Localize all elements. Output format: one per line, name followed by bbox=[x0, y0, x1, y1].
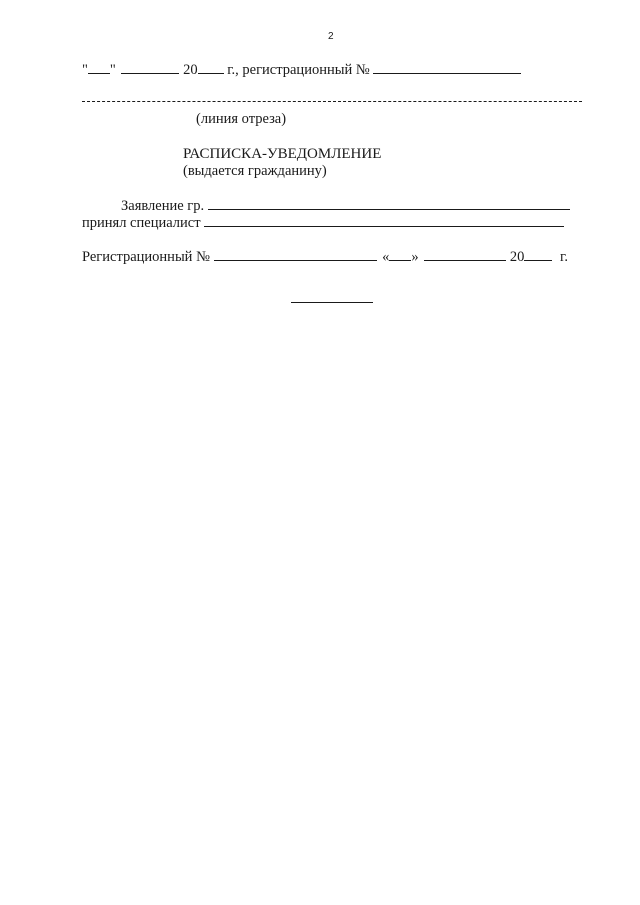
registration-suffix: г., регистрационный № bbox=[227, 62, 370, 78]
receipt-year-blank bbox=[524, 247, 552, 261]
application-label: Заявление гр. bbox=[121, 198, 205, 214]
day-blank bbox=[88, 60, 110, 74]
year-prefix: 20 bbox=[183, 62, 198, 78]
receipt-quote-open: « bbox=[382, 249, 390, 265]
receipt-month-blank bbox=[424, 247, 506, 261]
year-blank bbox=[198, 60, 224, 74]
specialist-name-blank bbox=[204, 213, 564, 227]
page-number: 2 bbox=[328, 31, 334, 42]
receipt-registration-line bbox=[82, 247, 568, 266]
receipt-reg-number-blank bbox=[214, 247, 377, 261]
month-blank bbox=[121, 60, 179, 74]
quote-close: " bbox=[109, 62, 116, 78]
accepted-line bbox=[82, 213, 564, 232]
registration-number-blank bbox=[373, 60, 521, 74]
applicant-name-blank bbox=[208, 196, 570, 210]
receipt-year-suffix: г. bbox=[560, 249, 568, 265]
receipt-quote-close: » bbox=[411, 249, 419, 265]
receipt-reg-label: Регистрационный № bbox=[82, 249, 210, 265]
receipt-year-prefix: 20 bbox=[509, 249, 525, 265]
receipt-subtitle: (выдается гражданину) bbox=[183, 163, 327, 179]
registration-line bbox=[82, 60, 521, 79]
cut-line bbox=[82, 101, 582, 102]
accepted-label: принял специалист bbox=[82, 215, 201, 231]
receipt-day-blank bbox=[389, 247, 411, 261]
end-rule bbox=[291, 302, 373, 303]
receipt-title: РАСПИСКА-УВЕДОМЛЕНИЕ bbox=[183, 146, 382, 162]
cut-line-label: (линия отреза) bbox=[196, 111, 287, 127]
quote-open: " bbox=[82, 62, 88, 78]
